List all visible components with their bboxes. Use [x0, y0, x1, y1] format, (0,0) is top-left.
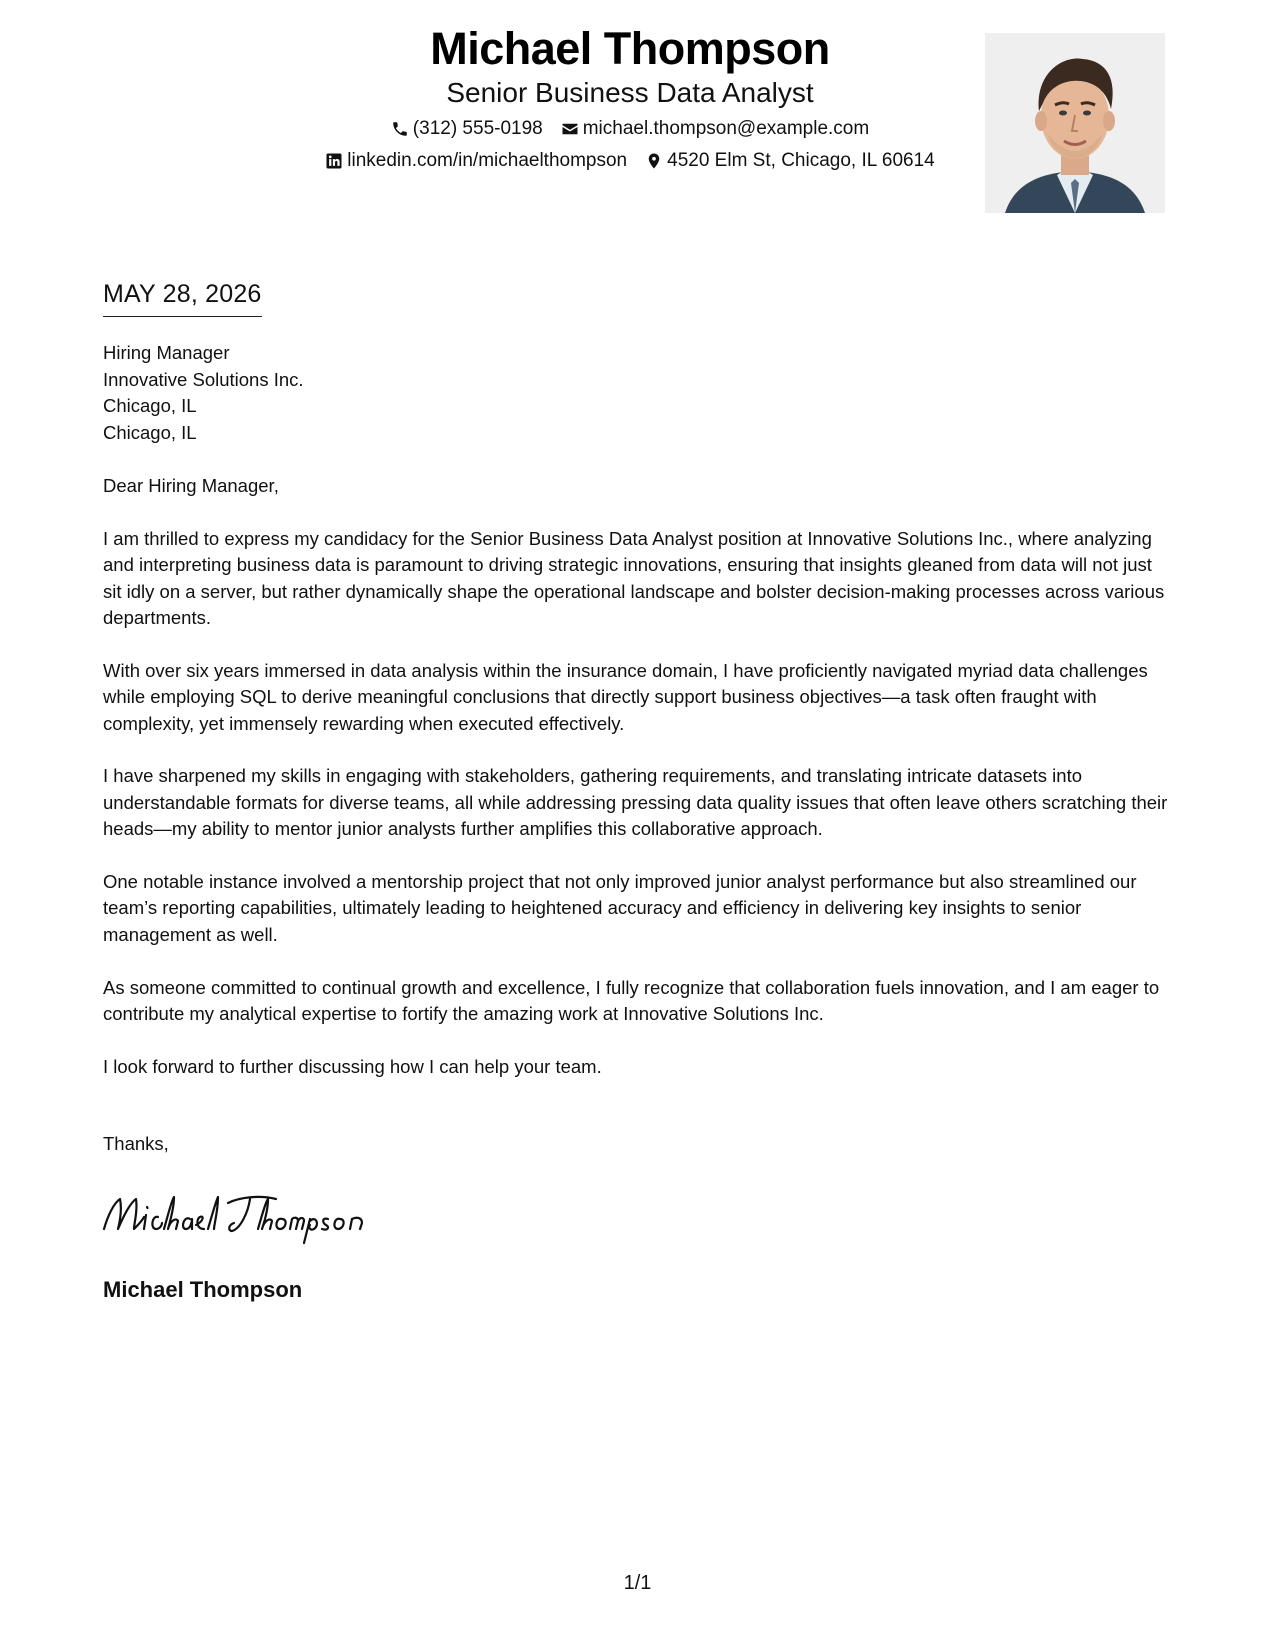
- applicant-name: Michael Thompson: [430, 23, 830, 74]
- body-paragraph: I have sharpened my skills in engaging with stakeholders, gathering requirements, and translating intricate datasets into understandable formats for diverse teams, all while addressing pressing data quality issues that often leave others scratching their heads—my ability to mentor junior analysts further amplifies this collaborative approach.: [103, 765, 1168, 840]
- body-paragraph: With over six years immersed in data analysis within the insurance domain, I have proficiently navigated myriad data challenges while employing SQL to derive meaningful conclusions that directly support business objectives—a task often fraught with complexity, yet immensely rewarding when executed effectively.: [103, 659, 1148, 734]
- letter-body: [103, 473, 1171, 1107]
- contact-row-1: [260, 116, 1000, 142]
- envelope-icon: [561, 120, 579, 138]
- linkedin-text[interactable]: linkedin.com/in/michaelthompson: [347, 150, 628, 171]
- recipient-line: Chicago, IL: [103, 395, 197, 416]
- letter-date: MAY 28, 2026: [103, 278, 262, 317]
- recipient-block: [103, 340, 304, 446]
- phone-icon: [391, 120, 409, 138]
- page-number: 1/1: [623, 1572, 652, 1594]
- signer-name: Michael Thompson: [103, 1277, 303, 1302]
- salutation: Dear Hiring Manager,: [103, 475, 279, 496]
- handwritten-signature: [100, 1185, 370, 1245]
- phone-text: (312) 555-0198: [412, 118, 543, 139]
- profile-photo: [985, 33, 1165, 213]
- body-paragraph: I am thrilled to express my candidacy for the Senior Business Data Analyst position at Innovative Solutions Inc., where analyzing and interpreting business data is paramount to driving strategic innovations, ensuring that insights gleaned from data will not just sit idly on a server, but rather dynamically shape the operational landscape and bolster decision-making processes across various departments.: [103, 527, 1165, 629]
- body-paragraph: I look forward to further discussing how I can help your team.: [103, 1055, 602, 1077]
- recipient-line: Innovative Solutions Inc.: [103, 368, 304, 390]
- linkedin-icon: [325, 152, 343, 170]
- letter-header: [260, 22, 1000, 180]
- body-paragraph: One notable instance involved a mentorship project that not only improved junior analyst performance but also streamlined our team’s reporting capabilities, ultimately leading to heightened accuracy and efficiency in delivering key insights to senior management as well.: [103, 871, 1137, 945]
- map-pin-icon: [645, 152, 663, 170]
- address-text: 4520 Elm St, Chicago, IL 60614: [667, 150, 935, 171]
- contact-email: [561, 116, 869, 142]
- contact-linkedin: [325, 148, 627, 174]
- closing: Thanks,: [103, 1133, 169, 1154]
- recipient-line: Chicago, IL: [103, 421, 197, 443]
- body-paragraph: As someone committed to continual growth and excellence, I fully recognize that collaboration fuels innovation, and I am eager to contribute my analytical expertise to fortify the amazing work at Innovative Solutions Inc.: [103, 976, 1160, 1025]
- applicant-title: Senior Business Data Analyst: [446, 77, 814, 108]
- email-text[interactable]: michael.thompson@example.com: [582, 118, 870, 139]
- contact-phone: [391, 116, 543, 142]
- contact-row-2: [260, 148, 1000, 174]
- contact-address: [645, 148, 935, 174]
- recipient-line: Hiring Manager: [103, 342, 230, 363]
